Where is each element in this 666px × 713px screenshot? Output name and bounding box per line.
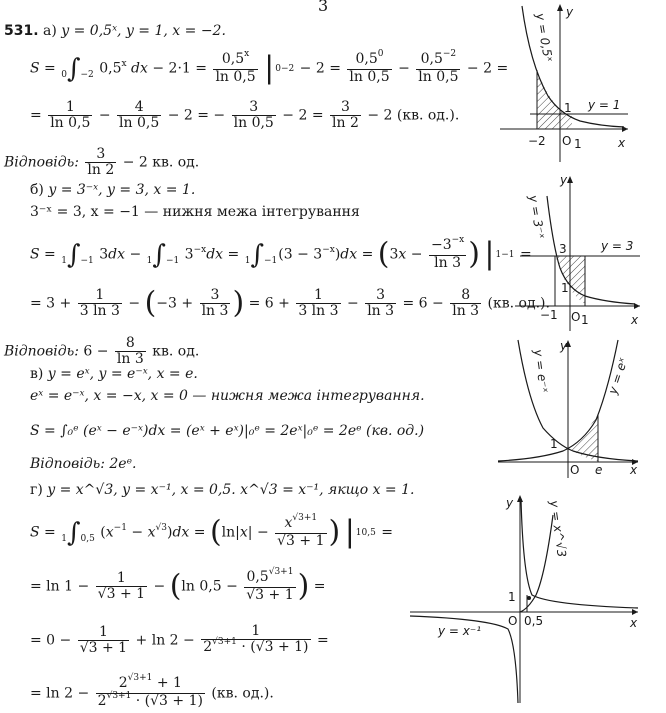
part-a-label: а) [43, 23, 57, 39]
graph-b-line-label: y = 3 [601, 239, 634, 253]
graph-c-tick-origin: O [570, 463, 580, 477]
part-a-answer: Відповідь: $\frac{3}{\ln 2}$ − 2 кв. од. [4, 146, 200, 178]
problem-number: 531. [4, 23, 39, 39]
part-a-answer-tail: − 2 кв. од. [122, 154, 200, 171]
page-number: 3 [318, 0, 329, 15]
graph-c-tick-e: e [595, 463, 603, 477]
graph-a-tick-neg2: −2 [528, 134, 546, 148]
graph-c-tick-y1: 1 [550, 437, 558, 451]
part-a-condition-text: y = 0,5ˣ, y = 1, x = −2. [61, 23, 226, 39]
part-b-condition [30, 181, 195, 199]
part-c-condition-text: y = eˣ, y = e⁻ˣ, x = e. [47, 366, 198, 382]
graph-a [500, 4, 630, 164]
part-c-condition [30, 365, 198, 383]
graph-a-tick-y1: 1 [564, 101, 572, 115]
part-d-units: (кв. од.). [211, 685, 274, 702]
part-b-condition-text: y = 3⁻ˣ, y = 3, x = 1. [48, 182, 196, 198]
graph-b-tick-origin: O [571, 310, 581, 324]
part-b-answer-label: Відповідь: [4, 343, 79, 360]
part-b-bound: 3⁻ˣ = 3, x = −1 — нижня межа інтегрування [30, 204, 360, 220]
graph-c-curve2-label: y = eˣ [605, 355, 631, 396]
part-c-bound: eˣ = e⁻ˣ, x = −x, x = 0 — нижня межа інтегрування. [30, 388, 425, 404]
graph-b-tick-x1: 1 [581, 313, 589, 327]
part-c-label: в) [30, 366, 44, 382]
part-d-condition-text: y = x^√3, y = x⁻¹, x = 0,5. x^√3 = x⁻¹, якщо x = 1. [47, 482, 415, 498]
graph-d [410, 495, 646, 705]
graph-a-tick-origin: O [562, 134, 572, 148]
part-d-condition [30, 481, 414, 499]
graph-a-tick-x1: 1 [574, 137, 582, 151]
graph-a-y-label: y [566, 5, 574, 19]
graph-d-tick-origin: O [508, 614, 518, 628]
part-b-units: (кв. од.). [487, 295, 550, 312]
graph-d-x-label: x [630, 616, 638, 630]
graph-d-y-label: y [506, 496, 514, 510]
graph-a-line-label: y = 1 [588, 98, 621, 112]
part-b-answer-tail: кв. од. [152, 343, 200, 360]
part-b-label: б) [30, 182, 44, 198]
graph-a-x-label: x [618, 136, 626, 150]
part-a-units: (кв. од.). [396, 107, 460, 124]
graph-d-tick-half: 0,5 [524, 614, 544, 628]
graph-d-curve2-label: y = x⁻¹ [438, 624, 482, 638]
graph-d-tick-y1: 1 [508, 590, 516, 604]
part-b-equation-2: = 3 + $\frac{1}{3 \ln 3}$ − (−3 + $\frac{3}{\ln 3}$ ) = 6 + $\frac{1}{3 \ln 3}$ − $\frac{3}{\ln 3}$ = 6 − $\frac{8}{\ln 3}$ (кв. од.). [30, 285, 550, 321]
part-c-formula: S = ∫₀ᵉ (eˣ − e⁻ˣ)dx = (eˣ + eˣ)|₀ᵉ = 2eˣ|₀ᵉ = 2eᵉ (кв. од.) [30, 423, 425, 439]
graph-c-y-label: y [560, 339, 568, 353]
graph-c [498, 340, 648, 480]
part-c-answer-value: 2eᵉ. [109, 456, 137, 472]
part-c-answer-label: Відповідь: [30, 456, 105, 472]
part-d-label: г) [30, 482, 43, 498]
part-d-equation-4: = ln 2 − $\frac{2^{√3+1} + 1}{2^{√3+1} \cdot (√3 + 1)}$ (кв. од.). [30, 673, 274, 709]
graph-d-curve1-label: y = x^√3 [547, 499, 569, 559]
part-b-equation-1: S = 1∫−1 3dx − 1∫−1 $3^{-x}dx = 1\int-1(3 - 3^{-x})dx = (3x$ − $\frac{-3^{-x}}{\ln 3}$ ) |1−1 = [30, 235, 532, 272]
graph-d-curve-inverse-pos [521, 499, 638, 608]
graph-c-curve1-label: y = e⁻ˣ [531, 348, 551, 394]
part-a-equation-1: S = 0∫−2 0,5$^x$ dx − 2·1 = $\frac{0,5^x}{\ln 0,5}$ |0−2 − 2 = $\frac{0,5^0}{\ln 0,5}$ − $\frac{0,5^{-2}}{\ln 0,5}$ − 2 = [30, 49, 509, 86]
part-a-answer-label: Відповідь: [4, 154, 79, 171]
graph-b-y-label: y [560, 173, 568, 187]
part-b-answer: Відповідь: 6 − $\frac{8}{\ln 3}$ кв. од. [4, 335, 200, 367]
graph-b-tick-y1: 1 [561, 281, 569, 295]
part-d-equation-1: S = 1∫0,5 $(x^{-1} - x^{√3})dx = (\ln|x|$ − $\frac{x^{√3+1}}{√3 + 1}$ ) |10,5 = [30, 513, 394, 550]
graph-b-x-label: x [631, 313, 639, 327]
graph-b-curve-label: y = 3⁻ˣ [526, 194, 548, 240]
graph-b [505, 173, 645, 336]
part-a-equation-2: = $\frac{1}{\ln 0,5}$ − $\frac{4}{\ln 0,5}$ − 2 = − $\frac{3}{\ln 0,5}$ − 2 = $\frac{3}{\ln 2}$ − 2 (кв. од.). [30, 99, 460, 131]
problem-a-condition [4, 22, 226, 40]
part-c-answer [30, 455, 136, 473]
graph-a-curve-label: y = 0,5ˣ [533, 12, 556, 63]
part-d-equation-2: = ln 1 − $\frac{1}{√3 + 1}$ − (ln 0,5 − $\frac{0,5^{√3+1}}{√3 + 1}$ ) = [30, 567, 326, 604]
graph-a-shaded-region [537, 70, 572, 129]
graph-b-tick-neg1: −1 [540, 308, 558, 322]
part-d-equation-3: = 0 − $\frac{1}{√3 + 1}$ + ln 2 − $\frac{1}{2^{√3+1} \cdot (√3 + 1)}$ = [30, 623, 329, 656]
graph-c-x-label: x [630, 463, 638, 477]
graph-b-tick-y3: 3 [559, 242, 567, 256]
